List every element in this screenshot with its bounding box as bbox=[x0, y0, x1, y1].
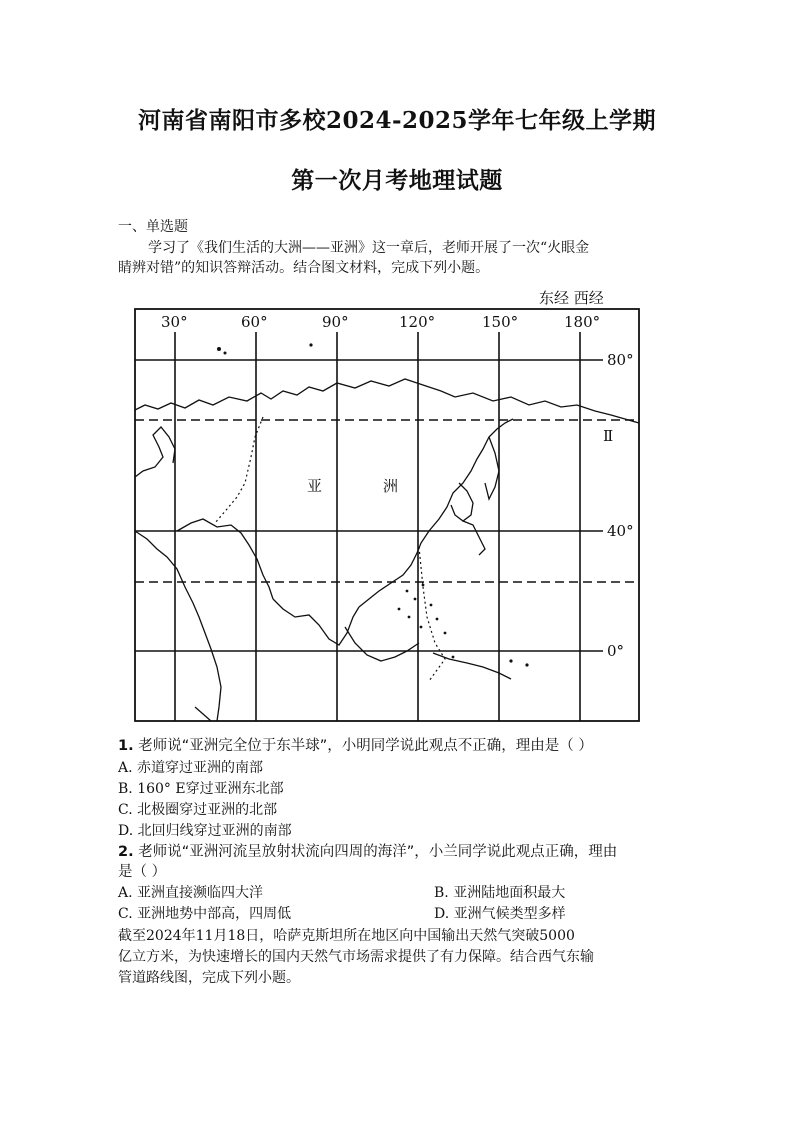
question-2-option-b[interactable]: B. 亚洲陆地面积最大 bbox=[434, 885, 566, 901]
intro2-line-1: 截至2024年11月18日，哈萨克斯坦所在地区向中国输出天然气突破5000 bbox=[118, 928, 575, 944]
page-title-line-2: 第一次月考地理试题 bbox=[291, 167, 503, 194]
lon-label-30: 30° bbox=[161, 313, 188, 331]
question-1-text: 老师说“亚洲完全位于东半球”，小明同学说此观点不正确，理由是（ ） bbox=[138, 738, 593, 754]
section-heading: 一、单选题 bbox=[118, 219, 188, 235]
lon-label-90: 90° bbox=[322, 313, 349, 331]
page-title-line-1: 河南省南阳市多校2024-2025学年七年级上学期 bbox=[137, 107, 657, 134]
question-1-number: 1. bbox=[118, 738, 134, 754]
lon-label-180: 180° bbox=[564, 313, 601, 331]
dashed-parallels bbox=[135, 420, 639, 582]
boundary-route bbox=[215, 417, 445, 681]
question-2-stem bbox=[118, 842, 617, 862]
continent-label-ya: 亚 bbox=[307, 477, 323, 495]
question-2-text-line-2: 是（ ） bbox=[118, 864, 167, 880]
intro-line-1: 学习了《我们生活的大洲——亚洲》这一章后，老师开展了一次“火眼金 bbox=[148, 240, 590, 256]
intro-line-2: 睛辨对错”的知识答辩活动。结合图文材料，完成下列小题。 bbox=[118, 260, 490, 276]
lat-label-80: 80° bbox=[607, 351, 634, 369]
lon-label-120: 120° bbox=[399, 313, 436, 331]
question-2-number: 2. bbox=[118, 844, 134, 860]
continent-label-zhou: 洲 bbox=[383, 477, 399, 495]
asia-map bbox=[133, 287, 643, 725]
question-2-option-c[interactable]: C. 亚洲地势中部高，四周低 bbox=[118, 906, 292, 922]
lon-label-150: 150° bbox=[482, 313, 519, 331]
meridian-lines bbox=[175, 332, 580, 721]
question-1-option-c[interactable]: C. 北极圈穿过亚洲的北部 bbox=[118, 802, 278, 818]
lon-label-60: 60° bbox=[241, 313, 268, 331]
question-1-option-b[interactable]: B. 160° E穿过亚洲东北部 bbox=[118, 781, 284, 797]
lat-label-40: 40° bbox=[607, 522, 634, 540]
question-1-option-a[interactable]: A. 赤道穿过亚洲的南部 bbox=[118, 760, 264, 776]
lat-label-0: 0° bbox=[607, 642, 625, 660]
hemisphere-labels: 东经 西经 bbox=[539, 289, 604, 307]
intro2-line-2: 亿立方米，为快速增长的国内天然气市场需求提供了有力保障。结合西气东输 bbox=[118, 949, 594, 965]
question-1-option-d[interactable]: D. 北回归线穿过亚洲的南部 bbox=[118, 823, 292, 839]
question-2-option-d[interactable]: D. 亚洲气候类型多样 bbox=[434, 906, 566, 922]
asia-coastline bbox=[135, 379, 639, 721]
intro2-line-3: 管道路线图，完成下列小题。 bbox=[118, 970, 300, 986]
roman-marker: Ⅱ bbox=[603, 427, 614, 445]
question-2-text-line-1: 老师说“亚洲河流呈放射状流向四周的海洋”，小兰同学说此观点正确，理由 bbox=[138, 844, 618, 860]
question-1-stem bbox=[118, 736, 593, 756]
island-dots bbox=[217, 343, 529, 666]
question-2-option-a[interactable]: A. 亚洲直接濒临四大洋 bbox=[118, 885, 264, 901]
